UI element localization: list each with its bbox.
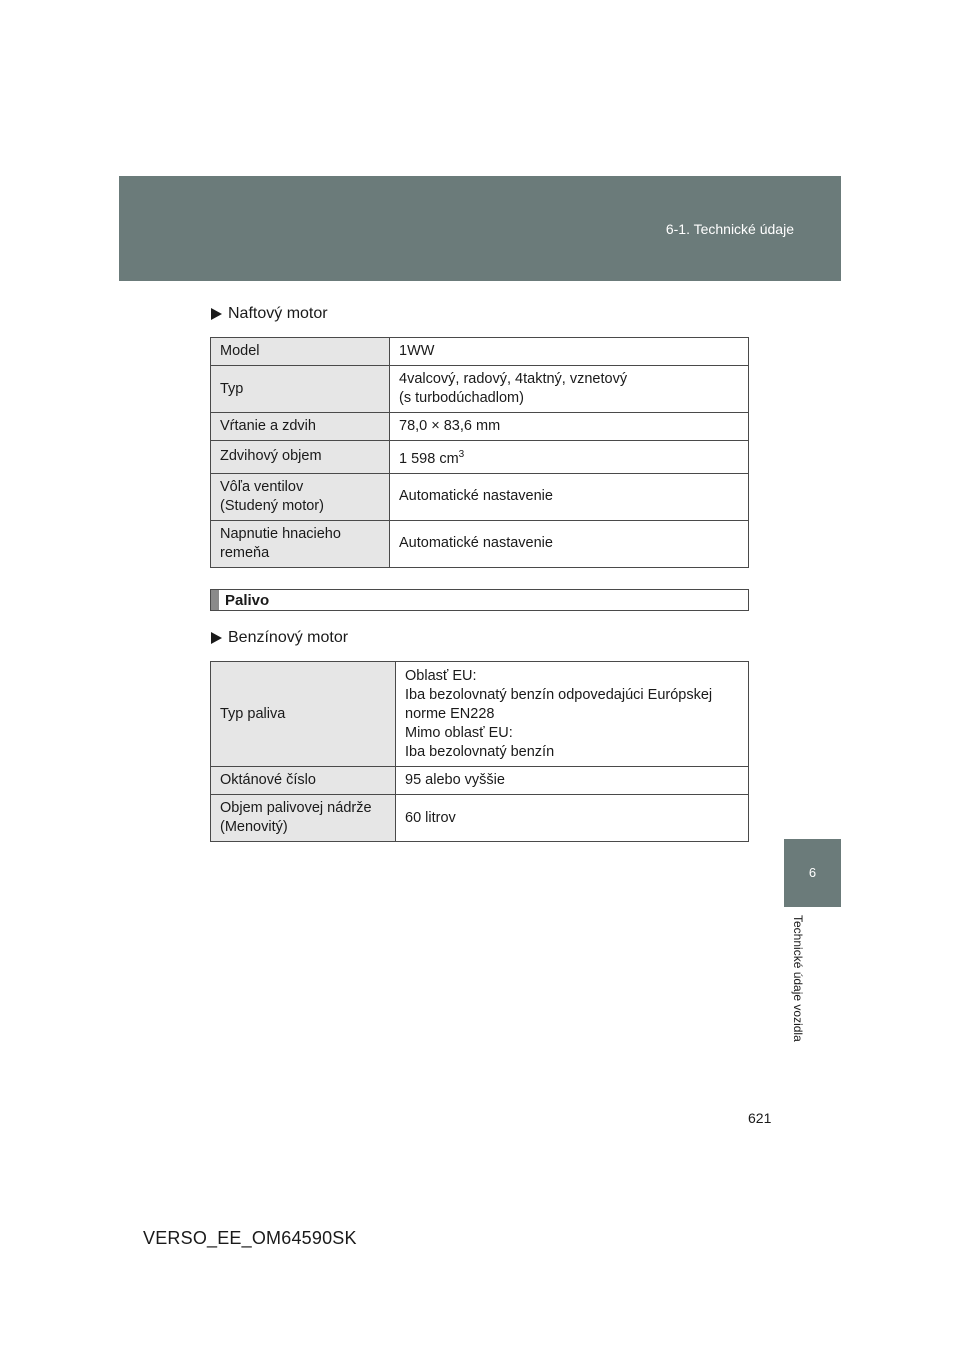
table-row	[211, 662, 749, 767]
superscript: 3	[458, 449, 465, 460]
value-line: Iba bezolovnatý benzín	[405, 743, 555, 760]
table-row	[211, 413, 749, 441]
row-label	[211, 795, 396, 842]
value-line: norme EN228	[405, 705, 495, 722]
document-code: VERSO_EE_OM64590SK	[143, 1228, 357, 1248]
petrol-heading	[211, 629, 348, 647]
table-row	[211, 338, 749, 366]
label-line: Objem palivovej nádrže	[220, 800, 372, 816]
label-line: (Studený motor)	[220, 497, 324, 514]
row-label: Oktánové číslo	[211, 767, 396, 795]
table-row	[211, 520, 749, 567]
page-number: 621	[748, 1110, 772, 1126]
triangle-bullet-icon	[211, 632, 222, 644]
displacement-value: 1 598 cm	[399, 450, 459, 467]
label-line: Napnutie hnacieho	[220, 525, 341, 542]
label-line: Vôľa ventilov	[220, 478, 304, 495]
table-row	[211, 767, 749, 795]
value-line: 4valcový, radový, 4taktný, vznetový	[399, 371, 628, 387]
row-label: Model	[211, 338, 390, 366]
label-line: remeňa	[220, 544, 270, 561]
fuel-section-title: Palivo	[225, 591, 270, 609]
row-value: Automatické nastavenie	[390, 473, 749, 520]
row-label: Typ paliva	[211, 662, 396, 767]
row-label: Vŕtanie a zdvih	[211, 413, 390, 441]
row-value: 60 litrov	[396, 795, 749, 842]
section-title: 6-1. Technické údaje	[665, 221, 794, 237]
header-band	[119, 176, 841, 281]
value-line: (s turbodúchadlom)	[399, 390, 524, 406]
value-line: Mimo oblasť EU:	[405, 724, 513, 741]
fuel-spec-table	[210, 661, 749, 842]
table-row	[211, 366, 749, 413]
value-line: Oblasť EU:	[405, 667, 477, 684]
row-value: Automatické nastavenie	[390, 520, 749, 567]
diesel-heading-text: Naftový motor	[228, 305, 328, 322]
label-line: (Menovitý)	[220, 819, 288, 835]
row-label: Zdvihový objem	[211, 441, 390, 474]
row-label: Typ	[211, 366, 390, 413]
row-value: 78,0 × 83,6 mm	[390, 413, 749, 441]
table-row	[211, 795, 749, 842]
triangle-bullet-icon	[211, 308, 222, 320]
row-label	[211, 473, 390, 520]
diesel-spec-table	[210, 337, 749, 568]
row-label	[211, 520, 390, 567]
table-row	[211, 473, 749, 520]
row-value: 95 alebo vyššie	[396, 767, 749, 795]
chapter-side-label: Technické údaje vozidla	[791, 915, 805, 1042]
row-value	[396, 662, 749, 767]
section-accent	[211, 590, 219, 610]
diesel-heading	[211, 305, 328, 323]
fuel-section-header	[210, 589, 749, 611]
row-value	[390, 441, 749, 474]
chapter-tab: 6	[784, 839, 841, 907]
row-value	[390, 366, 749, 413]
row-value: 1WW	[390, 338, 749, 366]
table-row	[211, 441, 749, 474]
petrol-heading-text: Benzínový motor	[228, 629, 349, 646]
value-line: Iba bezolovnatý benzín odpovedajúci Európskej	[405, 686, 713, 703]
